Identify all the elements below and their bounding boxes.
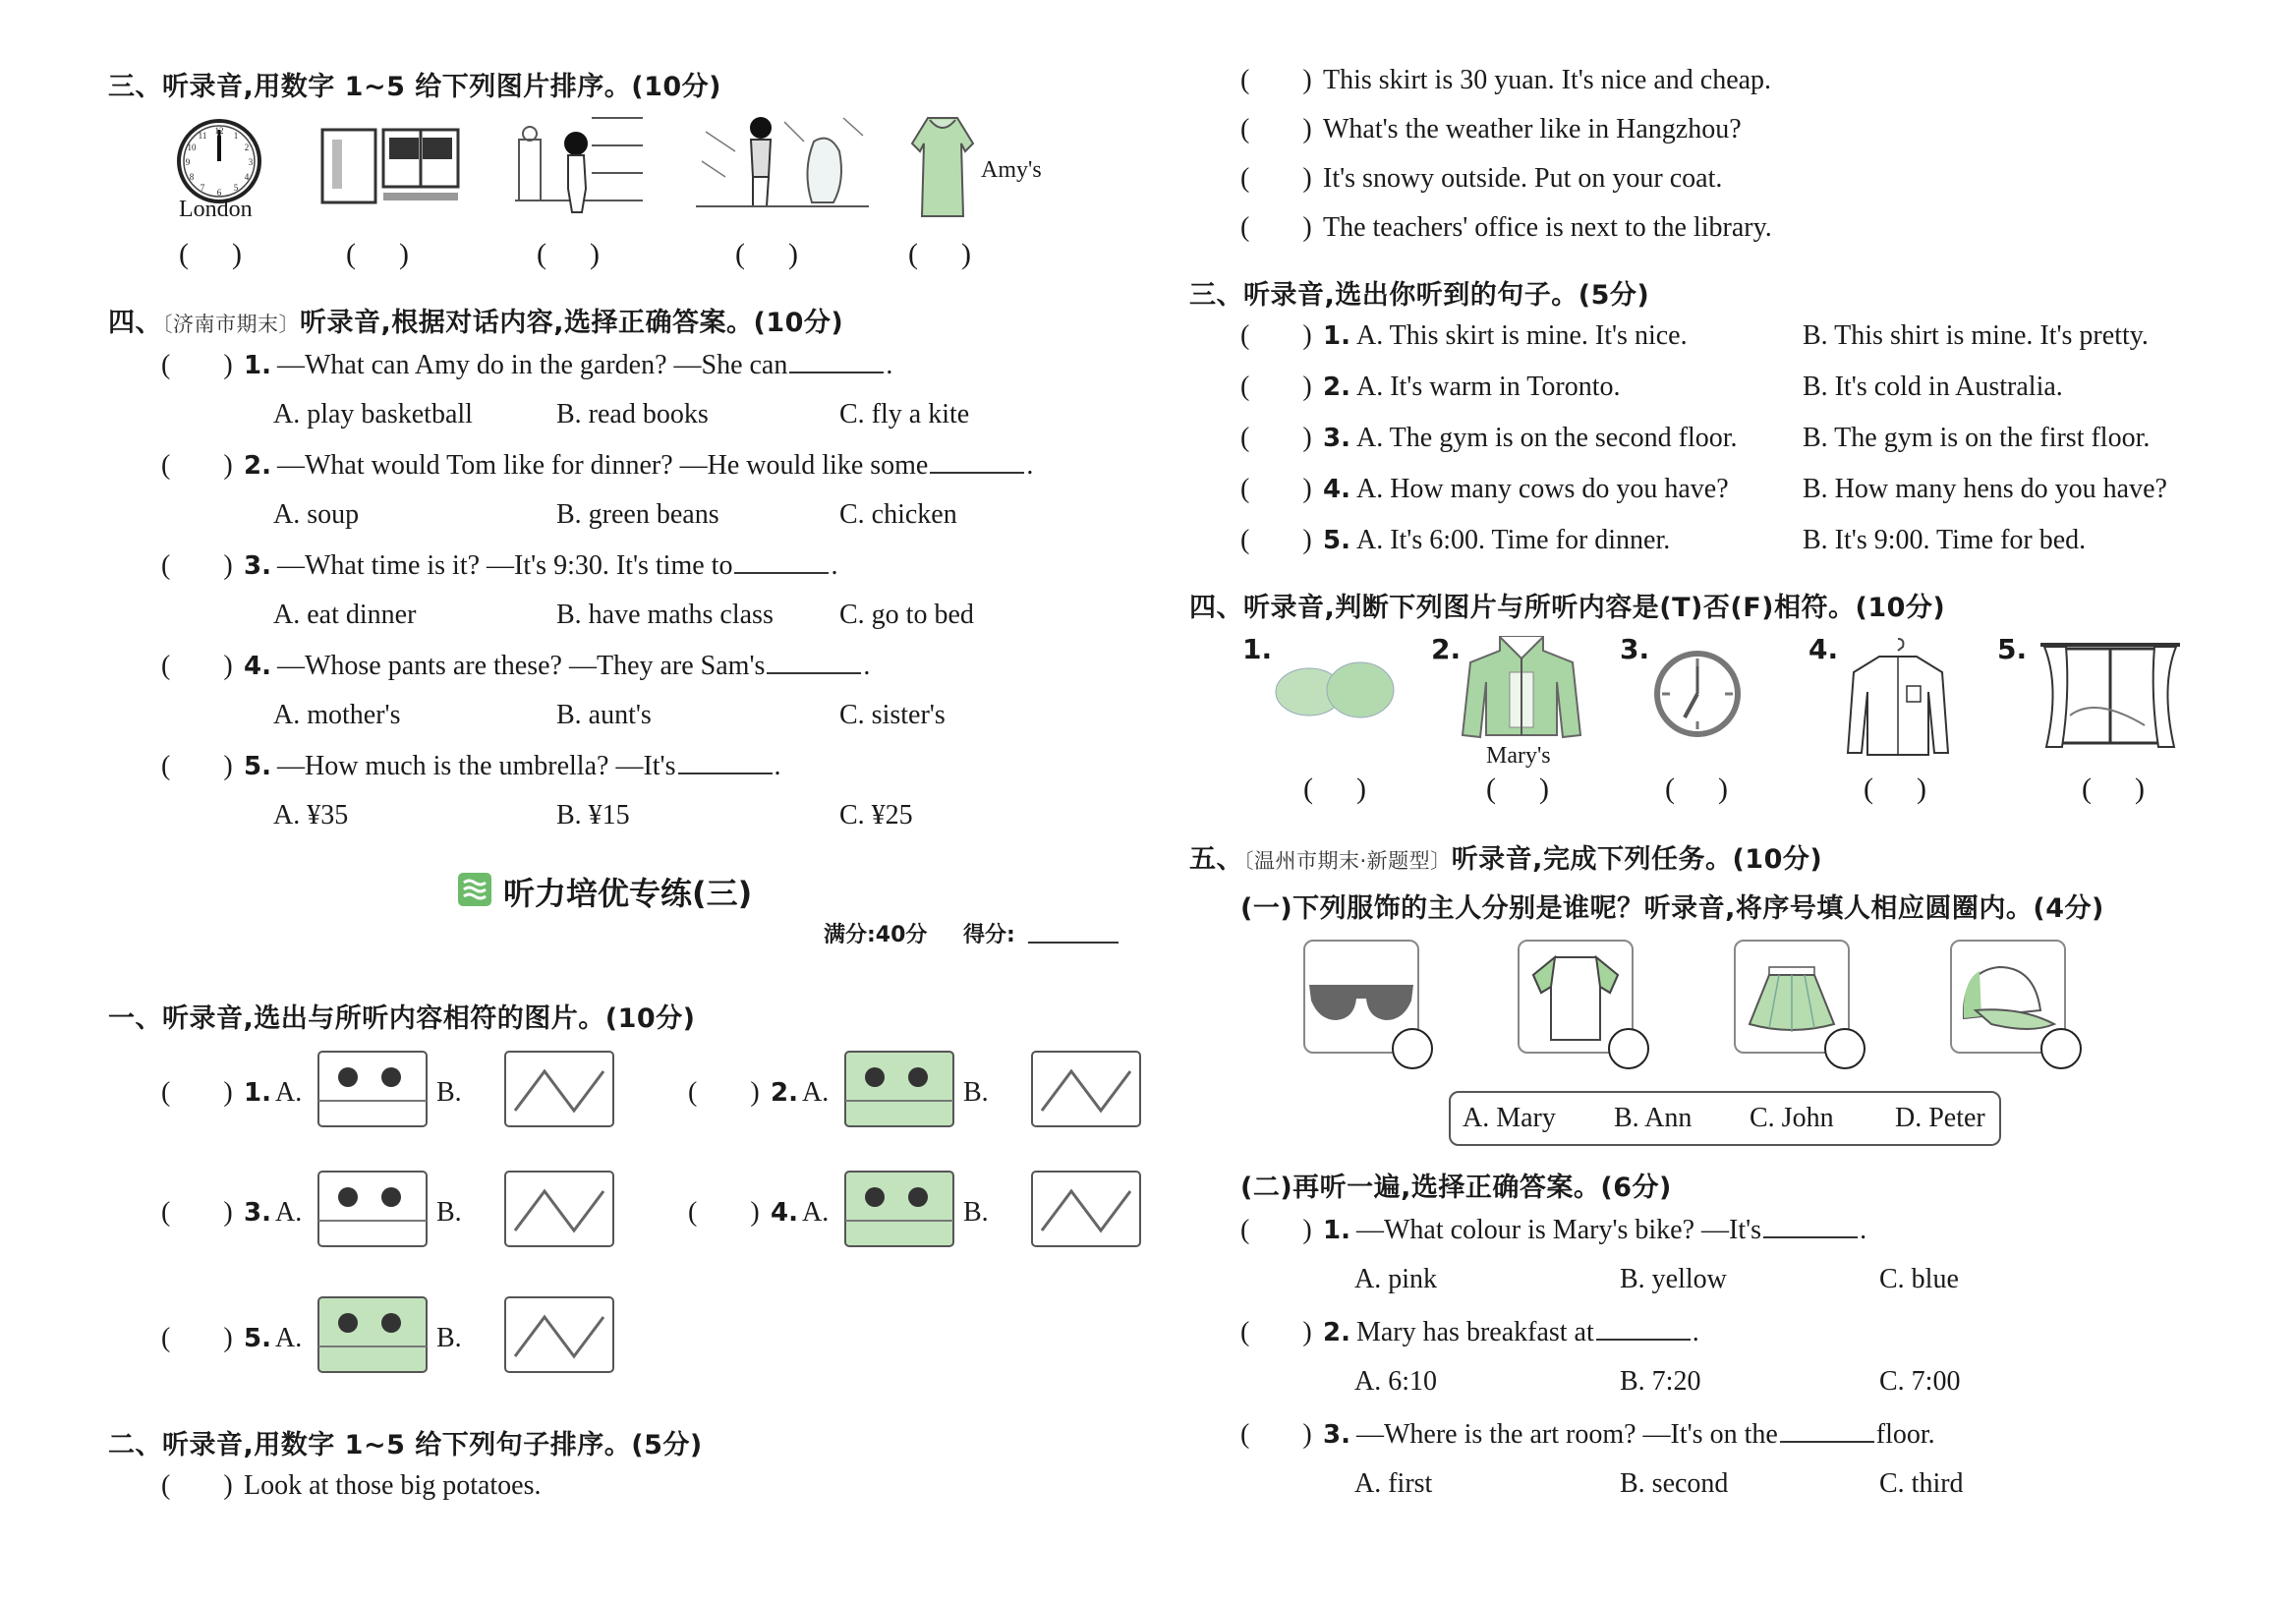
question-number: 2. — [244, 451, 271, 481]
answer-blank[interactable]: ( ) — [1240, 525, 1312, 555]
section-heading-true-false: 四、听录音,判断下列图片与所听内容是(T)否(F)相符。(10分) — [1189, 593, 1946, 623]
svg-text:8: 8 — [189, 172, 195, 182]
answer-circle-3[interactable] — [1824, 1028, 1866, 1069]
svg-text:12: 12 — [214, 126, 224, 136]
option-b[interactable]: B. It's cold in Australia. — [1803, 372, 2063, 402]
svg-text:2: 2 — [244, 143, 250, 152]
tf-answer-blank-2[interactable]: () — [1486, 773, 1592, 805]
question-number: 1. — [244, 351, 271, 380]
picture-match-item — [688, 1197, 829, 1229]
source-tag: 〔温州市期末·新题型〕 — [1243, 849, 1452, 873]
fill-blank[interactable] — [1596, 1339, 1691, 1341]
sentence-text: The teachers' office is next to the library. — [1323, 212, 1772, 243]
answer-blank[interactable]: ( ) — [1240, 1317, 1312, 1347]
question-end: . — [831, 550, 838, 581]
section-heading-dialogue-choice: 四、〔济南市期末〕听录音,根据对话内容,选择正确答案。(10分) — [108, 308, 844, 338]
window-room-icon — [318, 120, 462, 204]
question-end: . — [1026, 450, 1034, 481]
name-option: A. Mary — [1463, 1103, 1556, 1133]
music-class-icon[interactable] — [309, 1288, 436, 1382]
sentence-order-item: ( ) Look at those big potatoes. — [161, 1470, 542, 1501]
svg-text:10: 10 — [187, 143, 197, 152]
answer-circle-4[interactable] — [2040, 1028, 2082, 1069]
section-heading-tasks: 五、〔温州市期末·新题型〕听录音,完成下列任务。(10分) — [1189, 844, 1823, 875]
classroom-icon[interactable] — [309, 1042, 436, 1136]
sentence-order-item — [1240, 212, 1772, 244]
option-a-label: A. — [274, 1197, 303, 1228]
answer-blank[interactable]: ( ) — [161, 1077, 233, 1108]
option-a[interactable]: A. How many cows do you have? — [1355, 474, 1729, 504]
item-number: 1. — [244, 1078, 271, 1108]
answer-blank[interactable]: ( ) — [688, 1197, 760, 1228]
question-line — [1240, 1215, 1866, 1246]
windy-weather-icon — [696, 112, 869, 214]
question-text: Mary has breakfast at — [1355, 1317, 1594, 1347]
tf-answer-blank-3[interactable]: () — [1665, 773, 1771, 805]
tf-item-number: 3. — [1620, 633, 1650, 665]
option-b[interactable]: B. have maths class — [556, 600, 774, 630]
option-a[interactable]: A. eat dinner — [273, 600, 417, 630]
question-line — [161, 350, 892, 381]
answer-blank[interactable]: ( ) — [161, 751, 233, 781]
computer-room-icon[interactable] — [495, 1042, 623, 1136]
option-b[interactable]: B. second — [1620, 1468, 1729, 1499]
clock-seven-icon — [1653, 649, 1742, 739]
answer-blank-pic2[interactable]: () — [346, 238, 452, 270]
option-a[interactable]: A. play basketball — [273, 399, 473, 429]
question-text: —Whose pants are these? —They are Sam's — [276, 651, 766, 681]
question-text: —What time is it? —It's 9:30. It's time to — [276, 550, 733, 581]
item-number: 5. — [244, 1324, 271, 1353]
option-b[interactable]: B. read books — [556, 399, 709, 429]
snowy-window-icon — [2037, 637, 2184, 751]
option-b[interactable]: B. It's 9:00. Time for bed. — [1803, 525, 2087, 555]
jacket-icon — [1461, 633, 1582, 741]
svg-text:7: 7 — [200, 183, 205, 193]
onions-icon[interactable] — [835, 1042, 963, 1136]
svg-text:1: 1 — [233, 131, 239, 141]
sentence-text: It's snowy outside. Put on your coat. — [1323, 163, 1723, 194]
question-end: . — [863, 651, 871, 681]
question-number: 1. — [1323, 321, 1350, 351]
picture-caption-london: London — [179, 197, 253, 222]
question-number: 1. — [1323, 1216, 1350, 1245]
question-end: . — [1860, 1215, 1867, 1245]
option-a-label: A. — [274, 1323, 303, 1353]
listening-wave-icon — [458, 873, 491, 906]
answer-blank[interactable]: ( ) — [1240, 163, 1312, 194]
option-b[interactable]: B. aunt's — [556, 700, 652, 730]
question-number: 3. — [244, 551, 271, 581]
answer-blank[interactable]: ( ) — [161, 1323, 233, 1353]
section-heading-picture-match: 一、听录音,选出与所听内容相符的图片。(10分) — [108, 1003, 696, 1034]
section-heading-choose-sentence: 三、听录音,选出你听到的句子。(5分) — [1189, 280, 1650, 311]
question-number: 2. — [1323, 1318, 1350, 1347]
pe-class-icon[interactable] — [495, 1288, 623, 1382]
practice-title: 听力培优专练(三) — [503, 875, 753, 912]
option-a[interactable]: A. The gym is on the second floor. — [1355, 423, 1738, 453]
choose-sentence-item — [1240, 423, 1738, 454]
question-line — [161, 450, 1033, 482]
option-b[interactable]: B. 7:20 — [1620, 1366, 1701, 1397]
svg-text:3: 3 — [248, 157, 254, 167]
picture-caption-marys: Mary's — [1486, 743, 1551, 769]
question-end: floor. — [1875, 1419, 1935, 1450]
option-a[interactable]: A. pink — [1354, 1264, 1437, 1294]
svg-text:9: 9 — [185, 157, 191, 167]
option-c[interactable]: C. 7:00 — [1879, 1366, 1961, 1397]
tf-answer-blank-4[interactable]: () — [1864, 773, 1970, 805]
question-text: —What can Amy do in the garden? —She can — [276, 350, 788, 380]
question-text: —How much is the umbrella? —It's — [276, 751, 676, 781]
option-a[interactable]: A. It's 6:00. Time for dinner. — [1355, 525, 1671, 555]
option-a[interactable]: A. This skirt is mine. It's nice. — [1355, 320, 1688, 351]
item-number: 3. — [244, 1198, 271, 1228]
answer-blank[interactable]: ( ) — [161, 1470, 233, 1501]
sentence-order-item — [1240, 65, 1771, 96]
answer-blank[interactable]: ( ) — [161, 651, 233, 681]
svg-text:6: 6 — [216, 188, 222, 198]
option-a[interactable]: A. mother's — [273, 700, 401, 730]
question-line — [161, 550, 837, 582]
section-heading-picture-order: 三、听录音,用数字 1~5 给下列图片排序。(10分) — [108, 72, 722, 102]
tf-answer-blank-5[interactable]: () — [2082, 773, 2188, 805]
option-a[interactable]: A. soup — [273, 499, 360, 530]
question-number: 4. — [1323, 475, 1350, 504]
shirt-on-hanger-icon — [1844, 637, 1952, 759]
choose-sentence-item — [1240, 372, 1621, 403]
answer-blank[interactable]: ( ) — [1240, 320, 1312, 351]
option-c[interactable]: C. sister's — [839, 700, 946, 730]
question-end: . — [886, 350, 893, 380]
question-end: . — [774, 751, 781, 781]
question-number: 3. — [1323, 1420, 1350, 1450]
question-number: 5. — [244, 752, 271, 781]
answer-blank[interactable]: ( ) — [1240, 474, 1312, 504]
answer-blank-pic4[interactable]: () — [735, 238, 841, 270]
question-end: . — [1692, 1317, 1699, 1347]
fill-blank[interactable] — [1780, 1441, 1874, 1443]
option-c[interactable]: C. blue — [1879, 1264, 1959, 1294]
answer-blank[interactable]: ( ) — [161, 350, 233, 380]
picture-match-item — [161, 1077, 302, 1109]
name-option: C. John — [1750, 1103, 1834, 1133]
subsection-heading-owners: (一)下列服饰的主人分别是谁呢？听录音,将序号填人相应圆圈内。(4分) — [1240, 893, 2104, 924]
fill-blank[interactable] — [1763, 1236, 1858, 1238]
question-number: 4. — [244, 652, 271, 681]
question-line — [1240, 1419, 1935, 1451]
sentence-order-item — [1240, 114, 1742, 145]
option-a[interactable]: A. It's warm in Toronto. — [1355, 372, 1621, 402]
choose-sentence-item — [1240, 320, 1688, 352]
score-label: 得分: — [963, 923, 1015, 947]
option-a-label: A. — [801, 1197, 830, 1228]
answer-blank[interactable]: ( ) — [161, 450, 233, 481]
answer-blank[interactable]: ( ) — [1240, 372, 1312, 402]
item-number: 2. — [771, 1078, 798, 1108]
option-c[interactable]: C. fly a kite — [839, 399, 970, 429]
option-b[interactable]: B. How many hens do you have? — [1803, 474, 2167, 504]
picture-match-item — [688, 1077, 829, 1109]
answer-blank[interactable]: ( ) — [1240, 212, 1312, 243]
clock-icon — [175, 116, 263, 206]
answer-blank[interactable]: ( ) — [1240, 1419, 1312, 1450]
answer-circle-2[interactable] — [1608, 1028, 1649, 1069]
item-number: 4. — [771, 1198, 798, 1228]
answer-blank[interactable]: ( ) — [1240, 65, 1312, 95]
sentence-text: This skirt is 30 yuan. It's nice and cheap. — [1323, 65, 1772, 95]
option-c[interactable]: C. third — [1879, 1468, 1964, 1499]
option-a[interactable]: A. 6:10 — [1354, 1366, 1437, 1397]
option-a-label: A. — [801, 1077, 830, 1108]
question-text: —What colour is Mary's bike? —It's — [1355, 1215, 1762, 1245]
dress-icon — [908, 114, 977, 220]
boy-walking-icon — [515, 110, 643, 218]
option-b[interactable]: B. This shirt is mine. It's pretty. — [1803, 320, 2149, 351]
option-b-label: B. — [436, 1197, 462, 1228]
answer-blank[interactable]: ( ) — [1240, 1215, 1312, 1245]
answer-blank[interactable]: ( ) — [688, 1077, 760, 1108]
question-text: —What would Tom like for dinner? —He would like some — [276, 450, 929, 481]
fill-blank[interactable] — [767, 672, 861, 674]
question-line — [1240, 1317, 1699, 1348]
option-b[interactable]: B. The gym is on the first floor. — [1803, 423, 2151, 453]
answer-blank[interactable]: ( ) — [1240, 423, 1312, 453]
option-b[interactable]: B. ¥15 — [556, 800, 630, 830]
option-b-label: B. — [436, 1323, 462, 1353]
option-c[interactable]: C. chicken — [839, 499, 957, 530]
picture-match-item — [161, 1197, 302, 1229]
question-number: 5. — [1323, 526, 1350, 555]
fill-blank[interactable] — [930, 472, 1024, 474]
svg-text:4: 4 — [244, 172, 250, 182]
option-b-label: B. — [963, 1077, 989, 1108]
name-option: D. Peter — [1895, 1103, 1985, 1133]
answer-blank-pic5[interactable]: () — [908, 238, 1014, 270]
answer-blank[interactable]: ( ) — [161, 550, 233, 581]
svg-text:5: 5 — [233, 183, 239, 193]
option-b-label: B. — [436, 1077, 462, 1108]
tf-item-number: 4. — [1808, 633, 1839, 665]
score-input[interactable] — [1028, 942, 1119, 944]
option-b-label: B. — [963, 1197, 989, 1228]
sentence-text: What's the weather like in Hangzhou? — [1323, 114, 1742, 144]
carrots-icon[interactable] — [1022, 1042, 1150, 1136]
horses-icon[interactable] — [495, 1162, 623, 1256]
section-heading-sentence-order: 二、听录音,用数字 1~5 给下列句子排序。(5分) — [108, 1430, 703, 1460]
tf-answer-blank-1[interactable]: () — [1303, 773, 1409, 805]
boy-hanging-coat-icon[interactable] — [835, 1162, 963, 1256]
choose-sentence-item — [1240, 474, 1729, 505]
answer-circle-1[interactable] — [1392, 1028, 1433, 1069]
answer-blank[interactable]: ( ) — [161, 1197, 233, 1228]
subsection-heading-choose-again: (二)再听一遍,选择正确答案。(6分) — [1240, 1173, 1672, 1203]
fill-blank[interactable] — [678, 773, 773, 774]
answer-blank-pic3[interactable]: () — [537, 238, 643, 270]
picture-match-item — [161, 1323, 302, 1354]
full-score: 满分:40分 — [824, 923, 928, 947]
tf-item-number: 2. — [1431, 633, 1462, 665]
option-a-label: A. — [274, 1077, 303, 1108]
boy-with-jacket-icon[interactable] — [1022, 1162, 1150, 1256]
svg-text:11: 11 — [198, 131, 207, 141]
option-b[interactable]: B. green beans — [556, 499, 719, 530]
answer-blank-pic1[interactable]: () — [179, 238, 285, 270]
option-a[interactable]: A. ¥35 — [273, 800, 349, 830]
sheep-icon[interactable] — [309, 1162, 436, 1256]
sentence-order-item — [1240, 163, 1722, 195]
question-line — [161, 751, 781, 782]
question-number: 2. — [1323, 372, 1350, 402]
option-a[interactable]: A. first — [1354, 1468, 1433, 1499]
question-text: —Where is the art room? —It's on the — [1355, 1419, 1778, 1450]
answer-blank[interactable]: ( ) — [1240, 114, 1312, 144]
tf-item-number: 1. — [1242, 633, 1273, 665]
choose-sentence-item — [1240, 525, 1670, 556]
question-number: 3. — [1323, 424, 1350, 453]
picture-caption-amys: Amy's — [981, 157, 1042, 183]
option-c[interactable]: C. ¥25 — [839, 800, 913, 830]
name-option: B. Ann — [1614, 1103, 1693, 1133]
fill-blank[interactable] — [789, 372, 884, 373]
potatoes-icon — [1274, 658, 1396, 719]
tf-item-number: 5. — [1997, 633, 2028, 665]
source-tag: 〔济南市期末〕 — [162, 313, 300, 336]
option-c[interactable]: C. go to bed — [839, 600, 974, 630]
option-b[interactable]: B. yellow — [1620, 1264, 1727, 1294]
question-line — [161, 651, 870, 682]
fill-blank[interactable] — [734, 572, 829, 574]
